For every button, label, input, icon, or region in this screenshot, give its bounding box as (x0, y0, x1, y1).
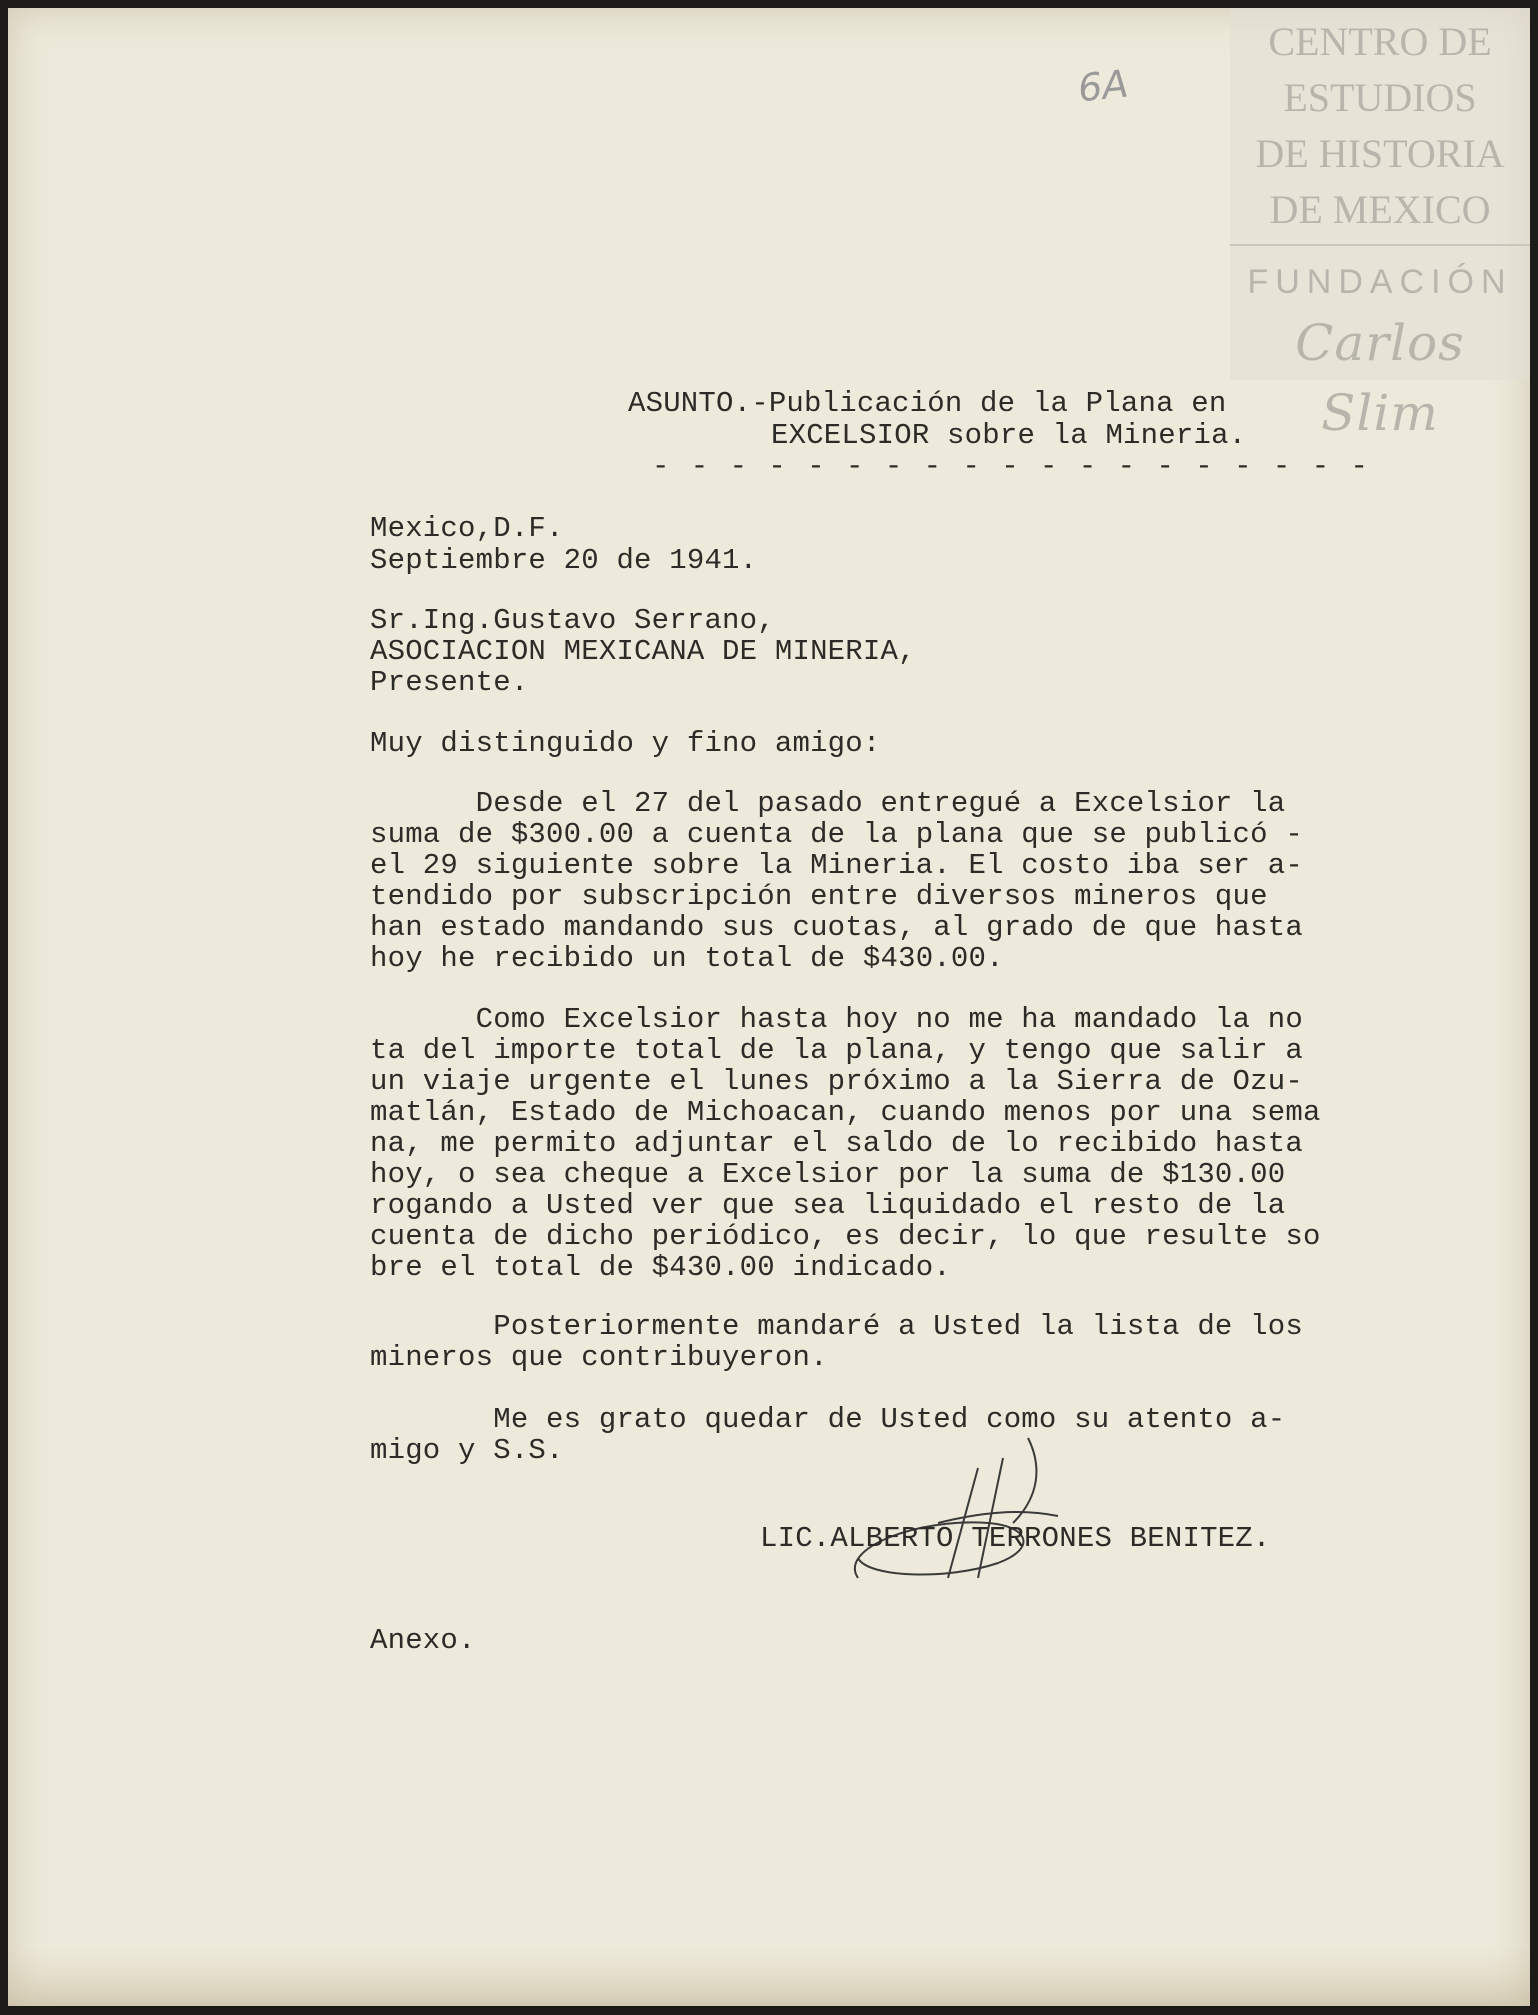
recipient-block (370, 605, 916, 698)
body-paragraph-2: Como Excelsior hasta hoy no me ha mandado la no ta del importe total de la plana, y tengo que salir a un viaje urgente el lunes próximo a la Sierra de Ozu- matlán, Estado de Michoacan, cuando menos por una sema na, me permito adjuntar el saldo de lo recibido hasta hoy, o sea cheque a Excelsior por la suma de $130.00 rogando a Usted ver que sea liquidado el resto de la cuenta de dicho periódico, es decir, lo que resulte so bre el total de $430.00 indicado. (370, 1003, 1321, 1284)
folio-mark: 6A (1075, 61, 1131, 111)
subject-line-1: ASUNTO.-Publicación de la Plana en (628, 387, 1227, 420)
recipient-organization: ASOCIACION MEXICANA DE MINERIA, (370, 635, 916, 668)
watermark-line: ESTUDIOS (1283, 75, 1477, 120)
signer-name: LIC.ALBERTO TERRONES BENITEZ. (760, 1522, 1271, 1555)
archive-watermark (1230, 8, 1530, 442)
letter-place: Mexico,D.F. (370, 512, 564, 545)
letter-date: Septiembre 20 de 1941. (370, 544, 758, 577)
body-paragraph-4: Me es grato quedar de Usted como su atento a- migo y S.S. (370, 1403, 1286, 1467)
watermark-divider (1230, 244, 1530, 246)
watermark-line: DE MEXICO (1269, 187, 1491, 232)
watermark-line: DE HISTORIA (1255, 131, 1505, 176)
salutation: Muy distinguido y fino amigo: (370, 727, 881, 760)
body-paragraph-3: Posteriormente mandaré a Usted la lista de los mineros que contribuyeron. (370, 1310, 1303, 1374)
recipient-closing: Presente. (370, 666, 529, 699)
recipient-name: Sr.Ing.Gustavo Serrano, (370, 604, 775, 637)
watermark-line: CENTRO DE (1268, 19, 1492, 64)
subject-rule: - - - - - - - - - - - - - - - - - - - (652, 450, 1370, 483)
letter-page (8, 8, 1530, 2006)
paper-stain (8, 1946, 1530, 2006)
subject-line-2: EXCELSIOR sobre la Mineria. (771, 419, 1247, 452)
watermark-foundation: FUNDACIÓN (1247, 263, 1513, 301)
body-paragraph-1: Desde el 27 del pasado entregué a Excelsior la suma de $300.00 a cuenta de la plana que se publicó - el 29 siguiente sobre la Mineria. El costo iba ser a- tendido por subscripción entre diversos mineros que han estado mandando sus cuotas, al grado de que hasta hoy he recibido un total de $430.00. (370, 787, 1303, 975)
enclosure-note: Anexo. (370, 1624, 476, 1657)
handwritten-signature (828, 1428, 1128, 1598)
watermark-signature: Carlos Slim (1295, 314, 1465, 442)
